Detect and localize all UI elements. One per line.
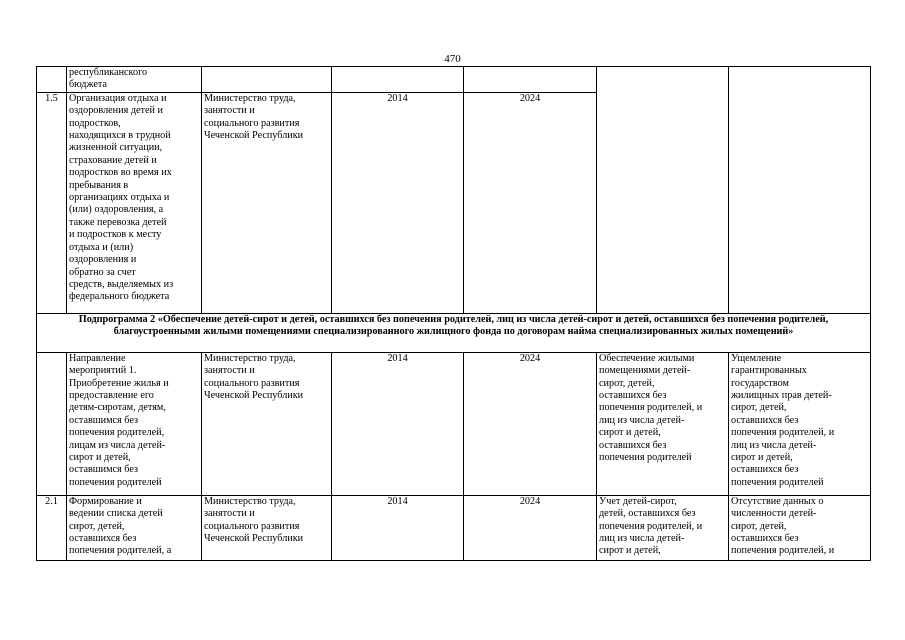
- start-year: [332, 67, 464, 93]
- row-number: [37, 352, 67, 495]
- subprogram-title: Подпрограмма 2 «Обеспечение детей-сирот и детей, оставшихся без попечения родителей, лиц из числа детей-сирот и детей, оставшихся без попечения родителей, благоустроенными жилыми помещениями специализированного жилищного фонда по договорам найма специализированных жилых помещений»: [37, 313, 871, 352]
- start-year: 2014: [332, 92, 464, 313]
- activity-name: республиканского бюджета: [67, 67, 202, 93]
- executor: [202, 67, 332, 93]
- executor: Министерство труда, занятости и социального развития Чеченской Республики: [202, 92, 332, 313]
- activity-name: Формирование и ведении списка детей сирот, детей, оставшихся без попечения родителей, а: [67, 495, 202, 560]
- table-row: [37, 67, 871, 93]
- row-number: 1.5: [37, 92, 67, 313]
- activity-name: Направление мероприятий 1. Приобретение жилья и предоставление его детям-сиротам, детям, оставшимся без попечения родителей, лицам из числа детей- сирот и детей, оставшимся без попечения родителей: [67, 352, 202, 495]
- subprogram-row: [37, 313, 871, 352]
- executor: Министерство труда, занятости и социального развития Чеченской Республики: [202, 495, 332, 560]
- start-year: 2014: [332, 495, 464, 560]
- non-implementation-consequence: Ущемление гарантированных государством жилищных прав детей- сирот, детей, оставшихся без попечения родителей, и лиц из числа детей- сирот и детей, оставшихся без попечения родителей: [729, 352, 871, 495]
- non-implementation-consequence: Отсутствие данных о численности детей- сирот, детей, оставшихся без попечения родителей, и: [729, 495, 871, 560]
- end-year: [464, 67, 597, 93]
- end-year: 2024: [464, 495, 597, 560]
- program-table: [36, 66, 871, 561]
- expected-result: Обеспечение жилыми помещениями детей- сирот, детей, оставшихся без попечения родителей, и лиц из числа детей- сирот и детей, оставшихся без попечения родителей: [597, 352, 729, 495]
- activity-name: Организация отдыха и оздоровления детей и подростков, находящихся в трудной жизненной ситуации, страхование детей и подростков во время их пребывания в организациях отдыха и (или) оздоровления, а также перевозка детей и подростков к месту отдыха и (или) оздоровления и обратно за счет средств, выделяемых из федерального бюджета: [67, 92, 202, 313]
- page-number: 470: [444, 53, 461, 65]
- table-row: [37, 352, 871, 495]
- row-number: 2.1: [37, 495, 67, 560]
- start-year: 2014: [332, 352, 464, 495]
- expected-result: [597, 67, 729, 314]
- end-year: 2024: [464, 352, 597, 495]
- non-implementation-consequence: [729, 67, 871, 314]
- executor: Министерство труда, занятости и социального развития Чеченской Республики: [202, 352, 332, 495]
- table-row: [37, 495, 871, 560]
- row-number: [37, 67, 67, 93]
- end-year: 2024: [464, 92, 597, 313]
- expected-result: Учет детей-сирот, детей, оставшихся без попечения родителей, и лиц из числа детей- сирот и детей,: [597, 495, 729, 560]
